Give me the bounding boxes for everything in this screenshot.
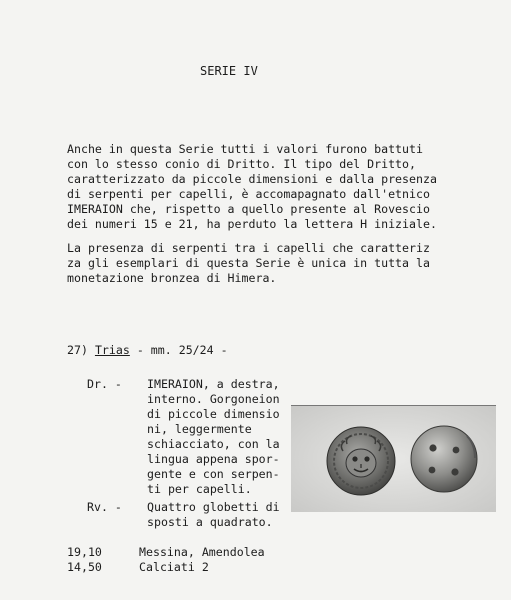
text-line: ti per capelli. bbox=[147, 482, 252, 496]
text-line: monetazione bronzea di Himera. bbox=[67, 271, 277, 285]
text-line: di serpenti per capelli, è accomapagnato dall'etnico bbox=[67, 187, 430, 201]
coin-photo-svg bbox=[291, 406, 496, 512]
text-line: lingua appena spor- bbox=[147, 452, 280, 466]
obverse-description bbox=[147, 377, 280, 497]
text-line: IMERAION, a destra, bbox=[147, 377, 280, 391]
entry-name: Trias bbox=[94, 343, 130, 357]
entry-number: 27) bbox=[67, 343, 88, 357]
text-line: schiacciato, con la bbox=[147, 437, 280, 451]
text-line: Quattro globetti di bbox=[147, 500, 280, 514]
second-paragraph bbox=[67, 241, 430, 286]
specimen-weight: 19,10 bbox=[67, 545, 102, 559]
text-line: interno. Gorgoneion bbox=[147, 392, 280, 406]
reverse-description bbox=[147, 500, 280, 530]
obverse-coin bbox=[327, 427, 395, 495]
reverse-label: Rv. - bbox=[87, 500, 122, 514]
text-line: caratterizzato da piccole dimensioni e dalla presenza bbox=[67, 172, 437, 186]
intro-paragraph bbox=[67, 142, 437, 232]
text-line: sposti a quadrato. bbox=[147, 515, 273, 529]
text-line: con lo stesso conio di Dritto. Il tipo del Dritto, bbox=[67, 157, 417, 171]
text-line: di piccole dimensio bbox=[147, 407, 280, 421]
entry-size: - mm. 25/24 - bbox=[136, 343, 228, 357]
specimen-location: Messina, Amendolea bbox=[139, 545, 265, 559]
catalogue-entry-heading bbox=[67, 343, 228, 358]
page-title: SERIE IV bbox=[200, 64, 258, 78]
specimen-location: Calciati 2 bbox=[139, 560, 209, 574]
text-line: dei numeri 15 e 21, ha perduto la lettera H iniziale. bbox=[67, 217, 437, 231]
coin-photograph bbox=[291, 405, 496, 512]
text-line: ni, leggermente bbox=[147, 422, 252, 436]
text-line: IMERAION che, rispetto a quello presente al Rovescio bbox=[67, 202, 430, 216]
text-line: za gli esemplari di questa Serie è unica in tutta la bbox=[67, 256, 430, 270]
text-line: La presenza di serpenti tra i capelli che caratteriz bbox=[67, 241, 430, 255]
text-line: gente e con serpen- bbox=[147, 467, 280, 481]
specimen-weight: 14,50 bbox=[67, 560, 102, 574]
reverse-coin bbox=[411, 426, 477, 492]
obverse-label: Dr. - bbox=[87, 377, 122, 391]
text-line: Anche in questa Serie tutti i valori furono battuti bbox=[67, 142, 423, 156]
